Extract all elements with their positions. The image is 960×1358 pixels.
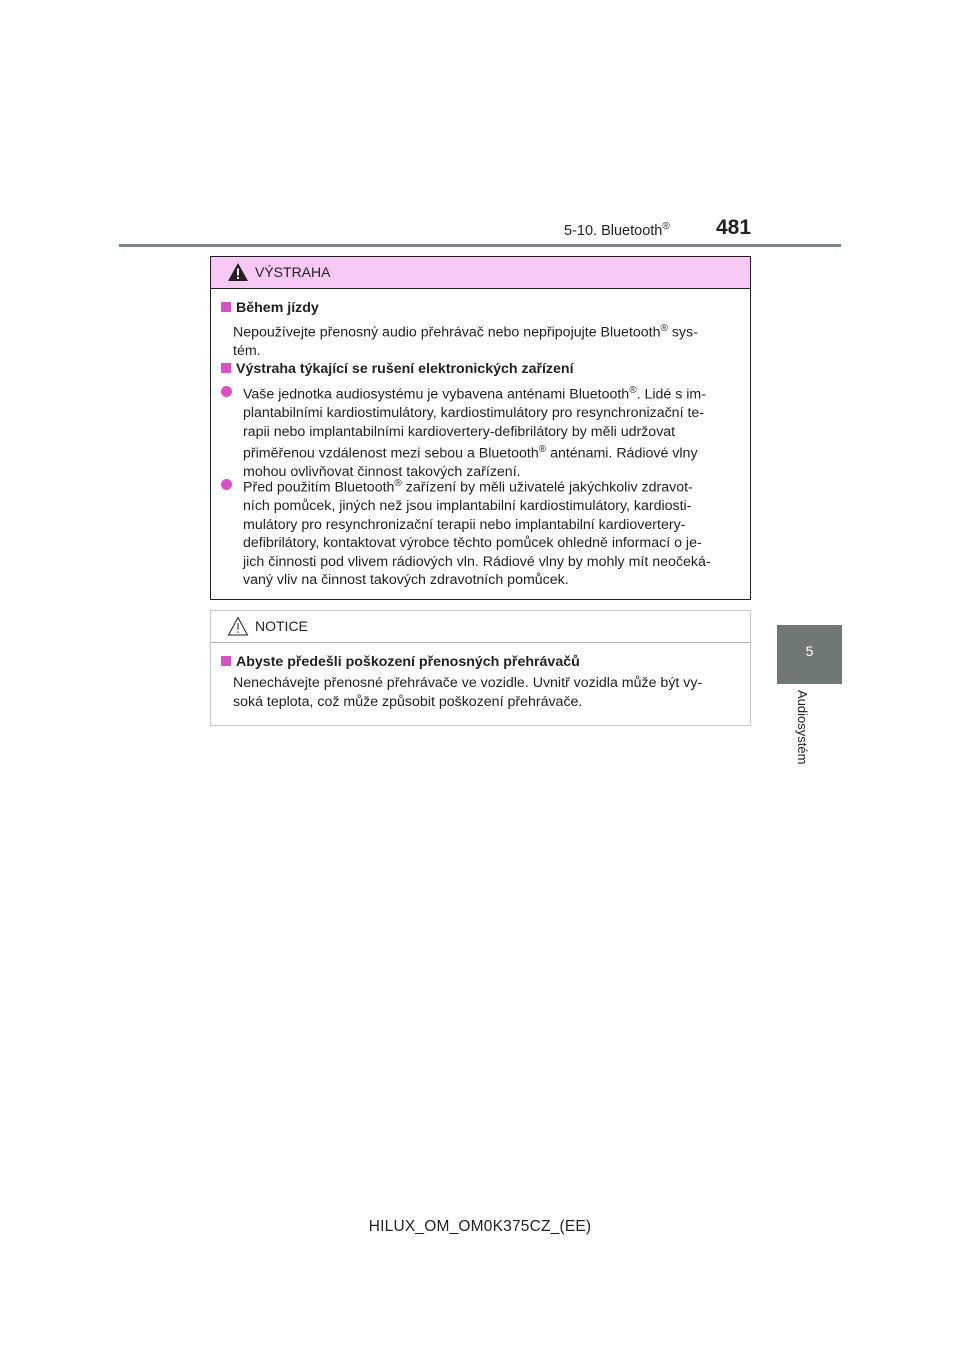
section-title-text: 5-10. Bluetooth [564, 222, 663, 239]
square-bullet-icon [221, 656, 231, 666]
chapter-label [795, 690, 820, 790]
square-bullet-icon [221, 302, 231, 312]
round-bullet-icon [221, 386, 232, 397]
heading-text: Během jízdy [236, 300, 319, 316]
notice-text: Nenechávejte přenosné přehrávače ve vozidle. Uvnitř vozidla může být vy- soká teplota, což může způsobit poškození přehrávače. [233, 675, 703, 710]
section-title [564, 221, 670, 239]
caution-triangle-icon [227, 616, 249, 636]
registered-mark: ® [662, 221, 670, 232]
chapter-number: 5 [805, 643, 814, 659]
chapter-label-text: Audiosystém [795, 690, 810, 765]
notice-box [210, 610, 751, 726]
chapter-tab [777, 625, 842, 684]
warning-title: VÝSTRAHA [255, 264, 331, 280]
bullet-text: Před použitím Bluetooth® zařízení by měli uživatelé jakýchkoliv zdravot- ních pomůcek, jiných než jsou implantabilní kardiostimulátory, kardiosti- mulátory pro resynchronizační terapii nebo implantabilní kardiovertery- defibrilátory, kontaktovat výrobce těchto pomůcek ohledně informací o je- jich činnosti pod vlivem rádiových vln. Rádiové vlny by mohly mít neočeká- vaný vliv na činnost takových zdravotních pomůcek. [243, 478, 711, 589]
notice-heading [221, 654, 580, 670]
notice-title: NOTICE [255, 618, 308, 634]
heading-text: Abyste předešli poškození přenosných přehrávačů [236, 654, 580, 670]
warning-text-driving: Nepoužívejte přenosný audio přehrávač nebo nepřipojujte Bluetooth® sys- tém. [233, 323, 698, 360]
page-number: 481 [716, 216, 752, 239]
warning-header [211, 257, 750, 289]
warning-triangle-icon [227, 262, 249, 282]
warning-heading-interference [221, 361, 574, 377]
header-divider [119, 244, 841, 247]
warning-heading-driving [221, 300, 319, 316]
heading-text: Výstraha týkající se rušení elektronických zařízení [236, 361, 574, 377]
document-code: HILUX_OM_OM0K375CZ_(EE) [368, 1218, 592, 1235]
bullet-text: Vaše jednotka audiosystému je vybavena anténami Bluetooth®. Lidé s im- plantabilními kardiostimulátory, kardiostimulátory pro resynchronizační te- rapii nebo implantabilními kardiovertery-defibrilátory by měli udržovat přiměřenou vzdálenost mezi sebou a Bluetooth® anténami. Rádiové vlny mohou ovlivňovat činnost takových zařízení. [243, 385, 706, 481]
warning-box [210, 256, 751, 600]
notice-header [211, 611, 750, 643]
round-bullet-icon [221, 479, 232, 490]
square-bullet-icon [221, 363, 231, 373]
